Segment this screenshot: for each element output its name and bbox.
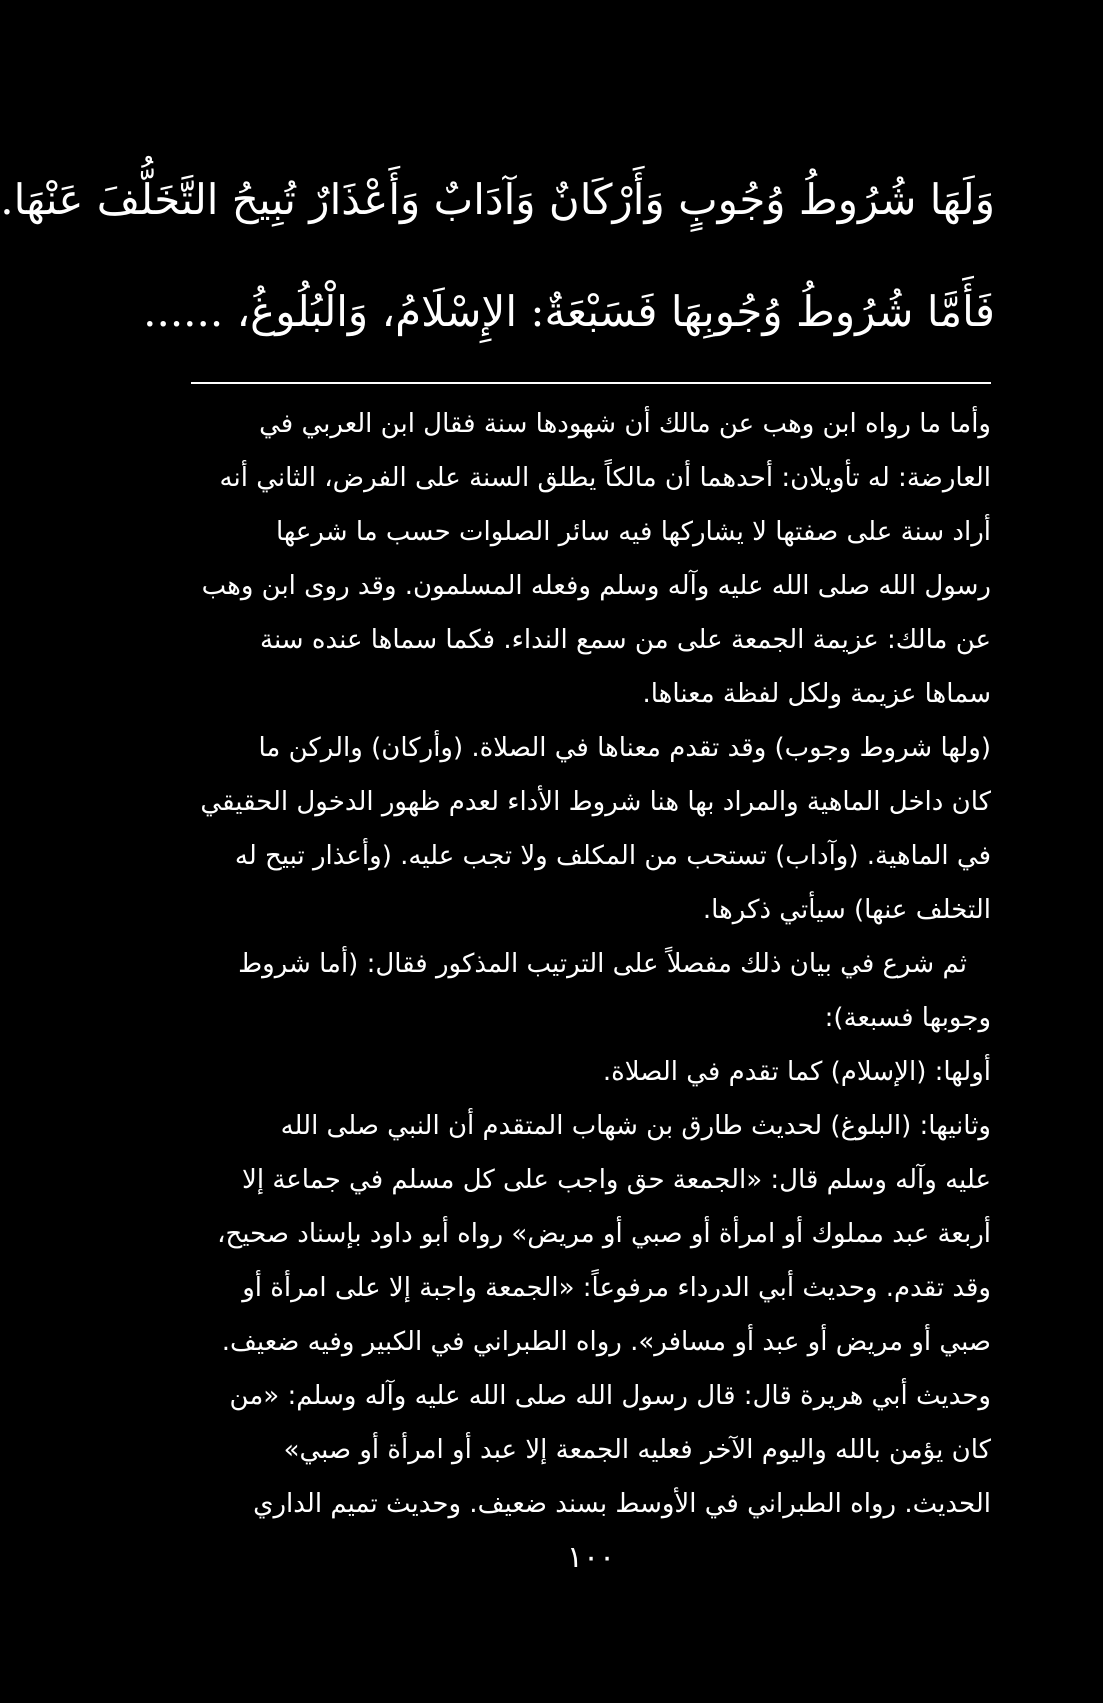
- commentary-line: وثانيها: (البلوغ) لحديث طارق بن شهاب المتقدم أن النبي صلى الله: [280, 1111, 991, 1141]
- commentary-line: رسول الله صلى الله عليه وآله وسلم وفعله المسلمون. وقد روى ابن وهب: [201, 571, 991, 601]
- commentary-line: العارضة: له تأويلان: أحدهما أن مالكاً يطلق السنة على الفرض، الثاني أنه: [219, 463, 991, 493]
- commentary-line: كان يؤمن بالله واليوم الآخر فعليه الجمعة إلا عبد أو امرأة أو صبي»: [283, 1435, 991, 1465]
- matn-verse-line: وَلَهَا شُرُوطُ وُجُوبٍ وَأَرْكَانٌ وَآدَابٌ وَأَعْذَارٌ تُبِيحُ التَّخَلُّفَ عَنْهَا.: [0, 175, 995, 224]
- commentary-line: صبي أو مريض أو عبد أو مسافر». رواه الطبراني في الكبير وفيه ضعيف.: [221, 1327, 991, 1357]
- commentary-line: وأما ما رواه ابن وهب عن مالك أن شهودها سنة فقال ابن العربي في: [259, 409, 991, 439]
- commentary-line: وجوبها فسبعة):: [824, 1003, 991, 1033]
- commentary-line: سماها عزيمة ولكل لفظة معناها.: [642, 679, 991, 709]
- commentary-line: الحديث. رواه الطبراني في الأوسط بسند ضعيف. وحديث تميم الداري: [253, 1489, 991, 1519]
- commentary-line: (ولها شروط وجوب) وقد تقدم معناها في الصلاة. (وأركان) والركن ما: [258, 733, 991, 763]
- commentary-line: عليه وآله وسلم قال: «الجمعة حق واجب على كل مسلم في جماعة إلا: [242, 1165, 991, 1195]
- page-number: ١٠٠: [566, 1540, 616, 1575]
- commentary-line: عن مالك: عزيمة الجمعة على من سمع النداء. فكما سماها عنده سنة: [260, 625, 991, 655]
- commentary-line: وحديث أبي هريرة قال: قال رسول الله صلى الله عليه وآله وسلم: «من: [229, 1381, 991, 1411]
- commentary-line: وقد تقدم. وحديث أبي الدرداء مرفوعاً: «الجمعة واجبة إلا على امرأة أو: [242, 1273, 991, 1303]
- commentary-line: ثم شرع في بيان ذلك مفصلاً على الترتيب المذكور فقال: (أما شروط: [238, 949, 967, 979]
- matn-verse-line: فَأَمَّا شُرُوطُ وُجُوبِهَا فَسَبْعَةٌ: الإِسْلَامُ، وَالْبُلُوغُ، ......: [143, 287, 995, 336]
- commentary-line: أولها: (الإسلام) كما تقدم في الصلاة.: [602, 1057, 991, 1087]
- commentary-line: أربعة عبد مملوك أو امرأة أو صبي أو مريض» رواه أبو داود بإسناد صحيح،: [217, 1219, 991, 1249]
- commentary-line: كان داخل الماهية والمراد بها هنا شروط الأداء لعدم ظهور الدخول الحقيقي: [200, 787, 991, 817]
- commentary-line: أراد سنة على صفتها لا يشاركها فيه سائر الصلوات حسب ما شرعها: [276, 517, 991, 547]
- commentary-line: في الماهية. (وآداب) تستحب من المكلف ولا تجب عليه. (وأعذار تبيح له: [234, 841, 991, 871]
- separator-rule: [191, 382, 991, 384]
- commentary-line: التخلف عنها) سيأتي ذكرها.: [702, 895, 991, 925]
